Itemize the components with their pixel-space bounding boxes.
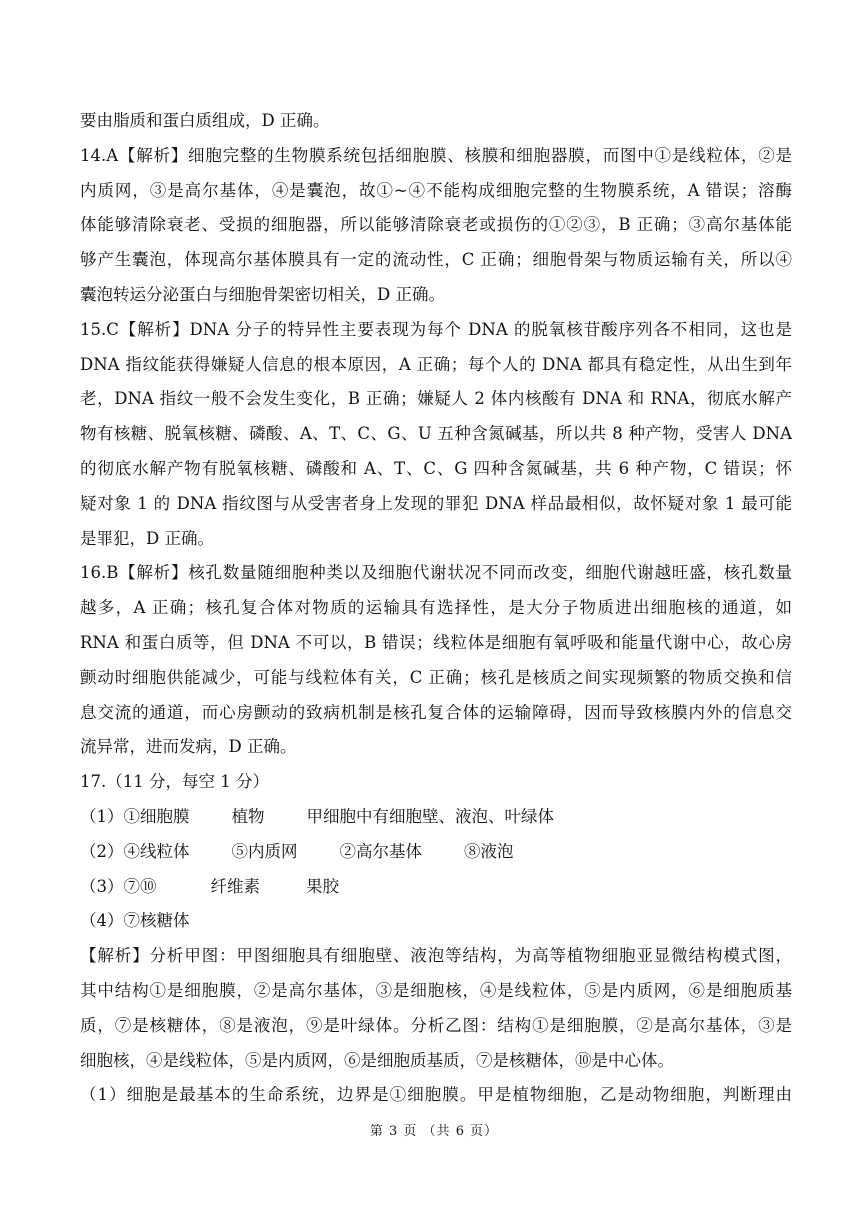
text-line: 物有核糖、脱氧核糖、磷酸、A、T、C、G、U 五种含氮碱基，所以共 8 种产物，受害人 DNA	[80, 424, 792, 444]
text-line: 疑对象 1 的 DNA 指纹图与从受害者身上发现的罪犯 DNA 样品最相似，故怀疑对象 1 最可能	[80, 493, 792, 513]
text-line: 越多，A 正确；核孔复合体对物质的运输具有选择性，是大分子物质进出细胞核的通道，如	[80, 598, 792, 618]
analysis-line: 【解析】分析甲图：甲图细胞具有细胞壁、液泡等结构，为高等植物细胞亚显微结构模式图，	[80, 946, 792, 966]
answer-item: ①细胞膜	[123, 806, 190, 826]
question-header: 17.（11 分，每空 1 分）	[80, 772, 269, 792]
text-line: 流异常，进而发病，D 正确。	[80, 737, 297, 757]
text-line: 体能够清除衰老、受损的细胞器，所以能够清除衰老或损伤的①②③，B 正确；③高尔基体能	[80, 215, 792, 235]
text-line: 囊泡转运分泌蛋白与细胞骨架密切相关，D 正确。	[80, 284, 445, 304]
text-line: 够产生囊泡，体现高尔基体膜具有一定的流动性，C 正确；细胞骨架与物质运输有关，所以④	[80, 250, 792, 270]
analysis-line: 质，⑦是核糖体，⑧是液泡，⑨是叶绿体。分析乙图：结构①是细胞膜，②是高尔基体，③是	[80, 1015, 792, 1035]
analysis-line: 其中结构①是细胞膜，②是高尔基体，③是细胞核，④是线粒体，⑤是内质网，⑥是细胞质基	[80, 980, 792, 1000]
answer-number: （4）	[80, 911, 124, 931]
answer-number: （3）	[80, 876, 124, 896]
analysis-line: 细胞核，④是线粒体，⑤是内质网，⑥是细胞质基质，⑦是核糖体，⑩是中心体。	[80, 1050, 674, 1070]
text-line: 14.A【解析】细胞完整的生物膜系统包括细胞膜、核膜和细胞器膜，而图中①是线粒体，②是	[80, 145, 792, 165]
page-footer: 第 3 页 （共 6 页）	[369, 1124, 499, 1139]
text-line: 要由脂质和蛋白质组成，D 正确。	[80, 111, 330, 130]
answer-row-4	[80, 904, 792, 939]
text-line: 息交流的通道，而心房颤动的致病机制是核孔复合体的运输障碍，因而导致核膜内外的信息交	[80, 702, 792, 722]
answer-item: ⑦⑩	[123, 876, 157, 896]
answer-item: 植物	[231, 806, 265, 826]
answer-row-2	[80, 835, 792, 870]
answer-item: ④线粒体	[123, 841, 190, 861]
text-line: 15.C【解析】DNA 分子的特异性主要表现为每个 DNA 的脱氧核苷酸序列各不相同，这也是	[80, 319, 792, 339]
answer-item: 纤维素	[210, 876, 260, 896]
text-line: 颤动时细胞供能减少，可能与线粒体有关，C 正确；核孔是核质之间实现频繁的物质交换和信	[80, 667, 792, 687]
answer-item: ⑤内质网	[231, 841, 298, 861]
text-line: 老，DNA 指纹一般不会发生变化，B 正确；嫌疑人 2 体内核酸有 DNA 和 RNA，彻底水解产	[80, 389, 792, 409]
answer-item: 果胶	[306, 876, 339, 896]
analysis-line: （1）细胞是最基本的生命系统，边界是①细胞膜。甲是植物细胞，乙是动物细胞，判断理由	[80, 1085, 792, 1105]
text-line: 的彻底水解产物有脱氧核糖、磷酸和 A、T、C、G 四种含氮碱基，共 6 种产物，C 错误；怀	[80, 458, 792, 478]
answer-item: ⑧液泡	[464, 841, 514, 861]
text-line: DNA 指纹能获得嫌疑人信息的根本原因，A 正确；每个人的 DNA 都具有稳定性，从出生到年	[80, 354, 792, 374]
answer-item: ⑦核糖体	[123, 911, 190, 931]
text-line: RNA 和蛋白质等，但 DNA 不可以，B 错误；线粒体是细胞有氧呼吸和能量代谢中心，故心房	[80, 632, 792, 652]
answer-number: （2）	[80, 841, 124, 861]
answer-number: （1）	[80, 806, 124, 826]
answer-row-3	[80, 870, 792, 905]
answer-item: ②高尔基体	[339, 841, 422, 861]
answer-row-1	[80, 800, 792, 835]
answer-item: 甲细胞中有细胞壁、液泡、叶绿体	[306, 806, 554, 826]
document-body	[80, 104, 792, 1113]
text-line: 是罪犯，D 正确。	[80, 528, 214, 548]
text-line: 16.B【解析】核孔数量随细胞种类以及细胞代谢状况不同而改变，细胞代谢越旺盛，核孔数量	[80, 563, 792, 583]
text-line: 内质网，③是高尔基体，④是囊泡，故①~④不能构成细胞完整的生物膜系统，A 错误；溶酶	[80, 180, 792, 200]
